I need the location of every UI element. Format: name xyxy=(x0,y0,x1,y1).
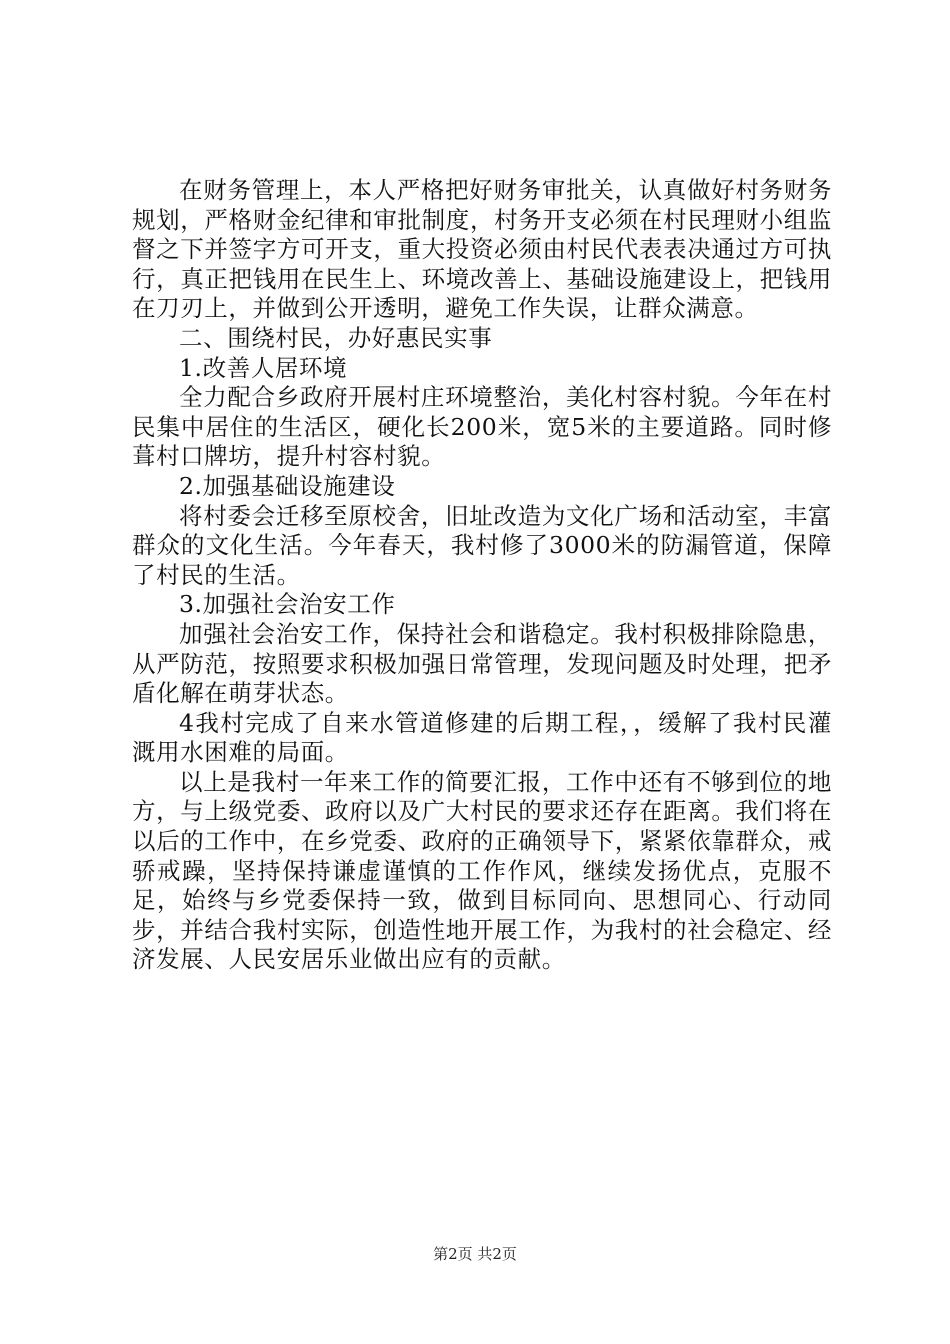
page-footer: 第2页 共2页 xyxy=(433,1245,517,1263)
paragraph-water-pipeline: 4我村完成了自来水管道修建的后期工程，，缓解了我村民灌溉用水困难的局面。 xyxy=(132,708,832,767)
section-heading-benefit-villagers: 二、围绕村民，办好惠民实事 xyxy=(179,323,493,352)
subheading-infrastructure: 2.加强基础设施建设 xyxy=(179,471,396,500)
subheading-public-security: 3.加强社会治安工作 xyxy=(179,590,396,619)
paragraph-public-security: 加强社会治安工作，保持社会和谐稳定。我村积极排除隐患，从严防范，按照要求积极加强日常管理，发现问题及时处理，把矛盾化解在萌芽状态。 xyxy=(132,619,832,708)
subheading-living-environment: 1.改善人居环境 xyxy=(179,353,348,382)
document-body xyxy=(132,176,832,975)
paragraph-infrastructure: 将村委会迁移至原校舍，旧址改造为文化广场和活动室，丰富群众的文化生活。今年春天，我村修了3000米的防漏管道，保障了村民的生活。 xyxy=(132,501,832,589)
paragraph-finance-management: 在财务管理上，本人严格把好财务审批关，认真做好村务财务规划，严格财金纪律和审批制度，村务开支必须在村民理财小组监督之下并签字方可开支，重大投资必须由村民代表表决通过方可执行，真正把钱用在民生上、环境改善上、基础设施建设上，把钱用在刀刃上，并做到公开透明，避免工作失误，让群众满意。 xyxy=(132,176,832,323)
paragraph-living-environment: 全力配合乡政府开展村庄环境整治，美化村容村貌。今年在村民集中居住的生活区，硬化长200米，宽5米的主要道路。同时修葺村口牌坊，提升村容村貌。 xyxy=(132,383,832,471)
paragraph-summary: 以上是我村一年来工作的简要汇报，工作中还有不够到位的地方，与上级党委、政府以及广大村民的要求还存在距离。我们将在以后的工作中，在乡党委、政府的正确领导下，紧紧依靠群众，戒骄戒躁，坚持保持谦虚谨慎的工作作风，继续发扬优点，克服不足，始终与乡党委保持一致，做到目标同向、思想同心、行动同步，并结合我村实际，创造性地开展工作，为我村的社会稳定、经济发展、人民安居乐业做出应有的贡献。 xyxy=(132,767,832,974)
